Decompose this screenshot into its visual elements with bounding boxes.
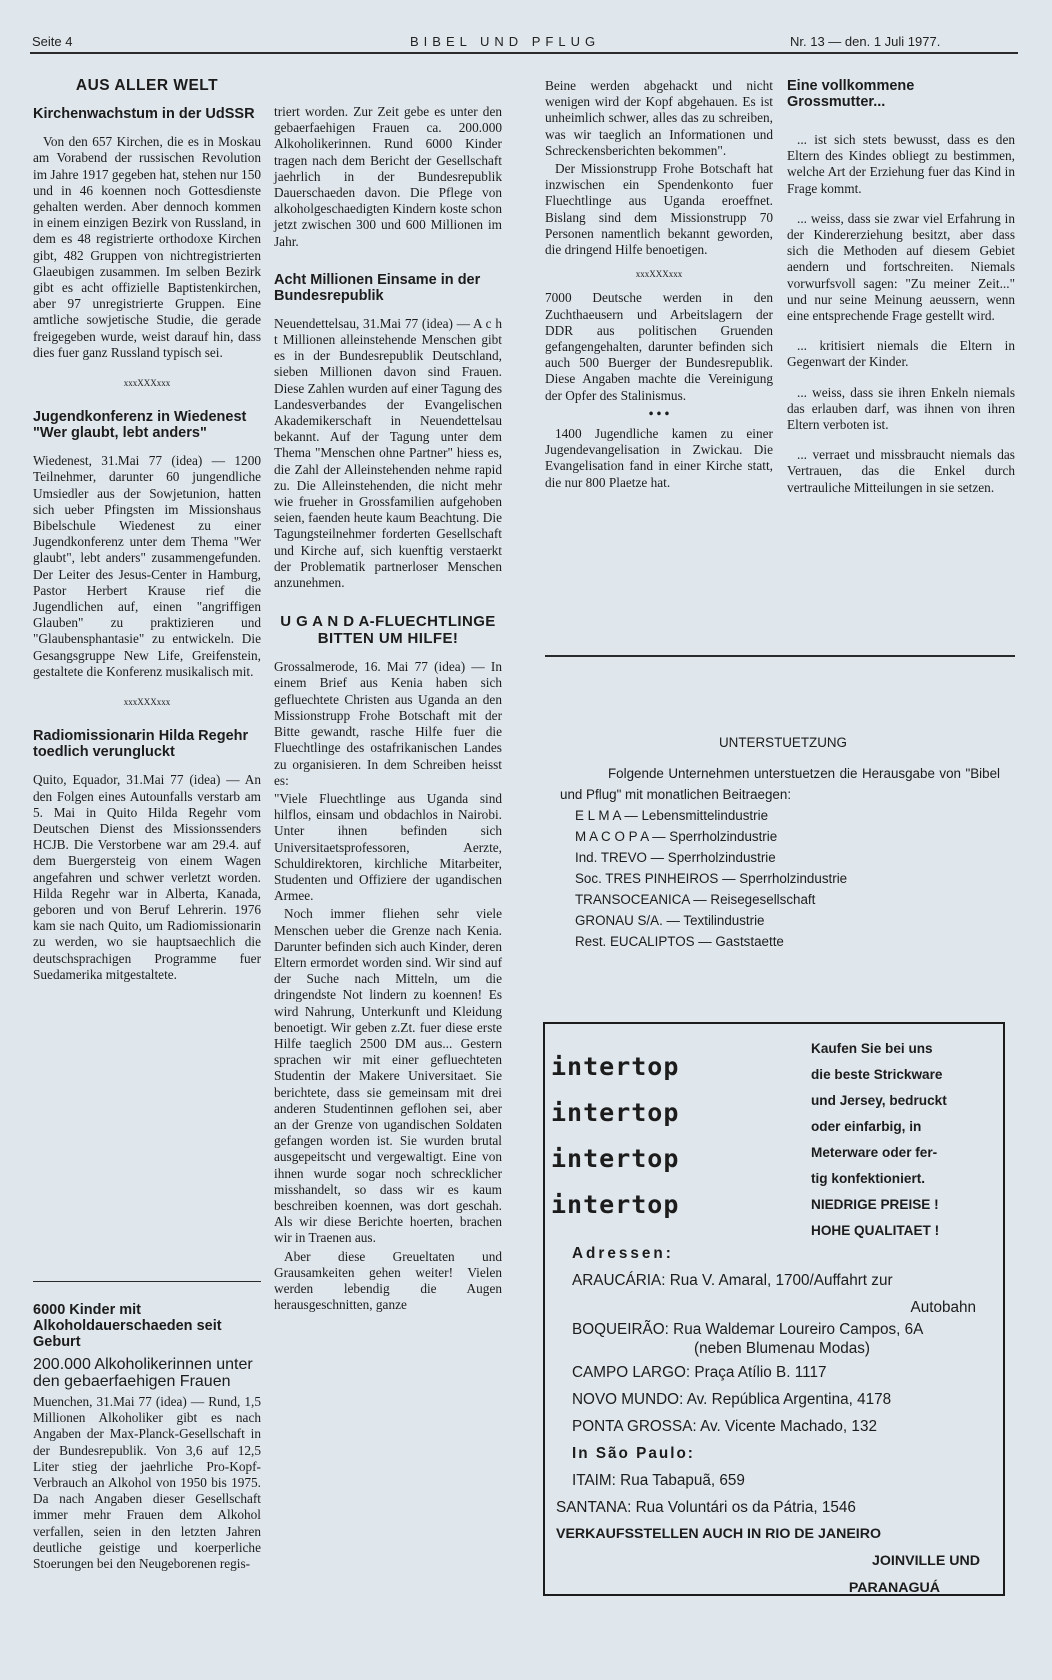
headline-alkohol-kinder: 6000 Kinder mit Alkoholdauerschaeden seit Geburt xyxy=(33,1302,222,1350)
separator-dots: • • • xyxy=(648,405,670,421)
article-body: Neuendettelsau, 31.Mai 77 (idea) — A c h t Millionen alleinstehende Menschen gibt es in der Bundesrepublik Deutschland, sieben Millionen davon sind Frauen. Diese Zahlen wurden auf einer Tagung des Landesverbandes der Evangelischen Akademikerschaft in Neuendettelsau bekannt. Auf der Tagung unter dem Thema "Menschen ohne Partner" hiess es, die Zahl der Alleinstehenden nehme rapid zu. Die Alleinstehenden, die nicht mehr wie frueher in Grossfamilien aufgehoben seien, faenden heute kaum Beachtung. Die Tagungsteilnehmer forderten Gesellschaft und Kirche auf, sich kuenftig verstaerkt der Problematik partnerloser Menschen anzunehmen. xyxy=(274,315,502,591)
column-2 xyxy=(274,104,502,1315)
separator: xxxXXXxxx xyxy=(635,269,683,280)
address-line: CAMPO LARGO: Praça Atílio B. 1117 xyxy=(572,1364,827,1381)
article-body: 1400 Jugendliche kamen zu einer Jugendevangelisation in Zwickau. Die Evangelisation fand in einer Kirche statt, die nur 800 Plaetze hat. xyxy=(545,426,773,490)
sponsor-item: Ind. TREVO — Sperrholzindustrie xyxy=(575,850,776,865)
article-body: Beine werden abgehackt und nicht wenigen wird der Kopf abgehauen. Es ist unheimlich schwer, alles das zu schreiben, was wir taeglich an Informationen und Schreckensberichten bekommen". xyxy=(545,78,773,158)
ad-pitch-line: oder einfarbig, in xyxy=(811,1119,922,1134)
sponsors-block xyxy=(560,732,1006,952)
address-line: ITAIM: Rua Tabapuã, 659 xyxy=(572,1472,745,1489)
article-body: Noch immer fliehen sehr viele Menschen ueber die Grenze nach Kenia. Darunter befinden sich auch Kinder, deren Eltern ermordet worden sind. Wir sind auf der Suche nach Mitteln, um die dringendste Not lindern zu koennen! Es wird Nahrung, Unterkunft und Kleidung benoetigt. Wir geben z.Zt. fuer diese erste Hilfe taeglich 2500 DM aus... Gestern sprachen wir mit einer gefluechteten Studentin der Makere Universitaet. Sie berichtete, dass sie gemeinsam mit drei anderen Studentinnen geflohen sei, aber an der Grenze von ugandischen Soldaten gefangen worden ist. Sie wurden brutal ausgepeitscht und vergewaltigt. Eine von ihnen wurde sogar noch schrecklicher misshandelt, so dass wir es kaum beschreiben koennen, was dort geschah. Als wir diese Berichte hoerten, brachen wir in Traenen aus. xyxy=(274,906,502,1246)
headline-einsame: Acht Millionen Einsame in der Bundesrepublik xyxy=(274,271,481,304)
section-divider xyxy=(545,655,1015,657)
address-line: ARAUCÁRIA: Rua V. Amaral, 1700/Auffahrt zur xyxy=(572,1272,893,1289)
ad-pitch-line: die beste Strickware xyxy=(811,1067,943,1082)
list-item: ... ist sich stets bewusst, dass es den Eltern des Kindes obliegt zu bestimmen, welche Art der Erziehung fuer das Kind in Frage kommt. xyxy=(787,132,1015,196)
address-line: (neben Blumenau Modas) xyxy=(694,1340,871,1357)
headline-radiomissionarin: Radiomissionarin Hilda Regehr toedlich verungluckt xyxy=(33,728,249,761)
brand-wordmark: intertop xyxy=(551,1098,680,1127)
ad-footer: JOINVILLE UND xyxy=(872,1553,980,1569)
separator: xxxXXXxxx xyxy=(123,378,171,389)
address-line: PONTA GROSSA: Av. Vicente Machado, 132 xyxy=(572,1418,877,1435)
sponsors-intro: Folgende Unternehmen unterstuetzen die Herausgabe von "Bibel und Pflug" mit monatlichen Beitraegen: xyxy=(560,766,1000,802)
ad-pitch-line: und Jersey, bedruckt xyxy=(811,1093,947,1108)
article-body: Muenchen, 31.Mai 77 (idea) — Rund, 1,5 Millionen Alkoholiker gibt es nach Angaben der Max-Planck-Gesellschaft in der Bundesrepublik. Von 3,6 auf 12,5 Liter stieg der jaehrliche Pro-Kopf-Verbrauch an Alkohol von 1950 bis 1975. Da nach Angaben dieser Gesellschaft immer mehr Frauen dem Alkohol verfallen, seien in den letzten Jahren deutliche geistige und koerperliche Stoerungen bei den Neugeborenen regis- xyxy=(33,1394,261,1572)
region-label: In São Paulo: xyxy=(572,1445,695,1462)
article-body: Der Missionstrupp Frohe Botschaft hat inzwischen ein Spendenkonto fuer Fluechtlinge aus Uganda eroeffnet. Bislang sind dem Missionstrupp 70 Personen namentlich bekannt geworden, die dringend Hilfe benoetigen. xyxy=(545,161,773,258)
sponsor-item: GRONAU S/A. — Textilindustrie xyxy=(575,913,765,928)
separator: xxxXXXxxx xyxy=(123,697,171,708)
article-body: Grossalmerode, 16. Mai 77 (idea) — In einem Brief aus Kenia haben sich gefluechtete Christen aus Uganda an den Missionstrupp Frohe Botschaft mit der Bitte gewandt, rasche Hilfe fuer die Fluechtlinge des ostafrikanischen Landes zu organisieren. In dem Schreiben heisst es: xyxy=(274,659,502,788)
page-number: Seite 4 xyxy=(32,34,73,49)
list-item: ... verraet und missbraucht niemals das Vertrauen, das die Enkel durch vertrauliche Mitteilungen in sie setzen. xyxy=(787,447,1015,495)
ad-pitch-line: tig konfektioniert. xyxy=(811,1171,926,1186)
subheadline: 200.000 Alkoholikerinnen unter den gebaerfaehigen Frauen xyxy=(33,1356,253,1390)
masthead-title: BIBEL UND PFLUG xyxy=(410,34,601,49)
ad-pitch-line: Kaufen Sie bei uns xyxy=(811,1041,933,1056)
sponsor-item: E L M A — Lebensmittelindustrie xyxy=(575,808,769,823)
ad-addresses xyxy=(556,1240,996,1602)
address-line: BOQUEIRÃO: Rua Waldemar Loureiro Campos, 6A xyxy=(572,1321,924,1338)
article-body: Wiedenest, 31.Mai 77 (idea) — 1200 Teilnehmer, darunter 60 jungendliche Umsiedler aus der Sowjetunion, hatten sich ueber Pfingsten im Missionshaus Bibelschule Wiedenest zu einer Jugendkonferenz unter dem Thema "Wer glaubt", lebt anders" zusammengefunden. Der Leiter des Jesus-Center in Hamburg, Pastor Herbert Krause rief die Jugendlichen auf, einen "angriffigen Glauben" zu praktizieren und "Glaubensphantasie" zu entwickeln. Die Gesangsgruppe New Life, Greifenstein, gestaltete die Konferenz musikalisch mit. xyxy=(33,453,261,679)
article-body: triert worden. Zur Zeit gebe es unter den gebaerfaehigen Frauen ca. 200.000 Alkoholikerinnen. Rund 6000 Kinder tragen nach dem Bericht der Gesellschaft jaehrlich in der Bundesrepublik Dauerschaeden davon. Die Pflege von alkoholgeschaedigten Kindern koste schon jetzt zwischen 300 und 600 Millionen im Jahr. xyxy=(274,104,502,249)
ad-pitch xyxy=(811,1036,996,1244)
list-item: ... weiss, dass sie ihren Enkeln niemals das erlauben darf, was ihnen von ihren Eltern verboten ist. xyxy=(787,384,1015,433)
article-body: 7000 Deutsche werden in den Zuchthaeusern und Arbeitslagern der DDR aus politischen Gruenden gefangengehalten, darunter befinden sich auch 500 Buerger der Bundesrepublik. Diese Angaben machte die Vereinigung der Opfer des Stalinismus. xyxy=(545,290,773,403)
ad-pitch-line: Meterware oder fer- xyxy=(811,1145,938,1160)
sponsor-item: Rest. EUCALIPTOS — Gaststaette xyxy=(575,934,784,949)
headline-grossmutter: Eine vollkommene Grossmutter... xyxy=(787,78,915,110)
addresses-label: Adressen: xyxy=(572,1245,674,1262)
list-item: ... weiss, dass sie zwar viel Erfahrung in der Kindererziehung besitzt, aber dass sich die Methoden auf diesem Gebiet aendern und fortschreiten. Niemals vorwurfsvoll sagen: "Zu meiner Zeit..." und nur seine Meinung aeussern, wenn eine entsprechende Frage gestellt wird. xyxy=(787,210,1015,324)
sponsor-list xyxy=(560,805,1006,952)
address-line: NOVO MUNDO: Av. República Argentina, 4178 xyxy=(572,1391,892,1408)
brand-wordmark: intertop xyxy=(551,1144,680,1173)
headline-uganda: U G A N D A-FLUECHTLINGE BITTEN UM HILFE! xyxy=(280,613,496,648)
sponsor-item: TRANSOCEANICA — Reisegesellschaft xyxy=(575,892,816,907)
article-body: Quito, Equador, 31.Mai 77 (idea) — An den Folgen eines Autounfalls verstarb am 5. Mai in Quito Hilda Regehr vom Deutschen Dienst des Missionssenders HCJB. Die Verstorbene war am 29.4. auf dem Buergersteig von einem Wagen angefahren und schwer verletzt worden. Hilda Regehr war in Alberta, Kanada, geboren und von Beruf Lehrerin. 1976 kam sie nach Quito, um Radiomissionarin zu werden, wo sie hauptsaechlich die deutschsprachigen Programme fuer Suedamerika mitgestaltete. xyxy=(33,772,261,982)
column-3 xyxy=(545,78,773,493)
address-line: SANTANA: Rua Voluntári os da Pátria, 1546 xyxy=(556,1499,856,1516)
headline-jugendkonferenz: Jugendkonferenz in Wiedenest "Wer glaubt, lebt anders" xyxy=(33,409,247,442)
section-kicker: AUS ALLER WELT xyxy=(75,77,219,94)
column-1 xyxy=(33,78,261,985)
ad-footer: PARANAGUÁ xyxy=(848,1580,940,1596)
list-item: ... kritisiert niemals die Eltern in Gegenwart der Kinder. xyxy=(787,338,1015,370)
address-line: Autobahn xyxy=(910,1299,976,1316)
column-1-bottom xyxy=(33,1302,261,1574)
brand-wordmark: intertop xyxy=(551,1052,680,1081)
sponsor-item: M A C O P A — Sperrholzindustrie xyxy=(575,829,778,844)
sponsors-title: UNTERSTUETZUNG xyxy=(719,735,847,750)
issue-date: Nr. 13 — den. 1 Juli 1977. xyxy=(790,34,941,49)
article-body: Von den 657 Kirchen, die es in Moskau am Vorabend der russischen Revolution im Jahre 1917 gegeben hat, stehen nur 150 und in 46 koennen noch Gottesdienste gehalten werden. Aber dennoch kommen in einem einzigen Bezirk von Russland, in dem es 48 registrierte orthodoxe Kirchen gibt, 482 Gruppen von nichtregistrierten Glaeubigen zusammen. Im selben Bezirk gibt es acht offizielle Baptistenkirchen, aber 97 unregistrierte Gruppen. Eine amtliche sowjetische Studie, die gerade freigegeben wurde, weist darauf hin, dass dies fuer ganz Russland typisch sei. xyxy=(33,134,261,360)
sponsor-item: Soc. TRES PINHEIROS — Sperrholzindustrie xyxy=(575,871,848,886)
brand-wordmark: intertop xyxy=(551,1190,680,1219)
headline-kirchenwachstum: Kirchenwachstum in der UdSSR xyxy=(33,106,255,123)
ad-pitch-line: NIEDRIGE PREISE ! xyxy=(811,1197,939,1212)
header-rule xyxy=(30,52,1018,54)
ad-footer: VERKAUFSSTELLEN AUCH IN RIO DE JANEIRO xyxy=(556,1526,882,1542)
column-4 xyxy=(787,78,1015,498)
ad-pitch-line: HOHE QUALITAET ! xyxy=(811,1223,940,1238)
article-body: Aber diese Greueltaten und Grausamkeiten gehen weiter! Vielen werden lebendig die Augen herausgeschnitten, ganze xyxy=(274,1248,502,1313)
column-divider xyxy=(33,1281,261,1282)
article-body: "Viele Fluechtlinge aus Uganda sind hilflos, einsam und obdachlos in Nairobi. Unter ihnen befinden sich Universitaetsprofessoren, Aerzte, Schuldirektoren, kirchliche Mitarbeiter, Studenten und Offiziere der ugandischen Armee. xyxy=(274,790,502,904)
